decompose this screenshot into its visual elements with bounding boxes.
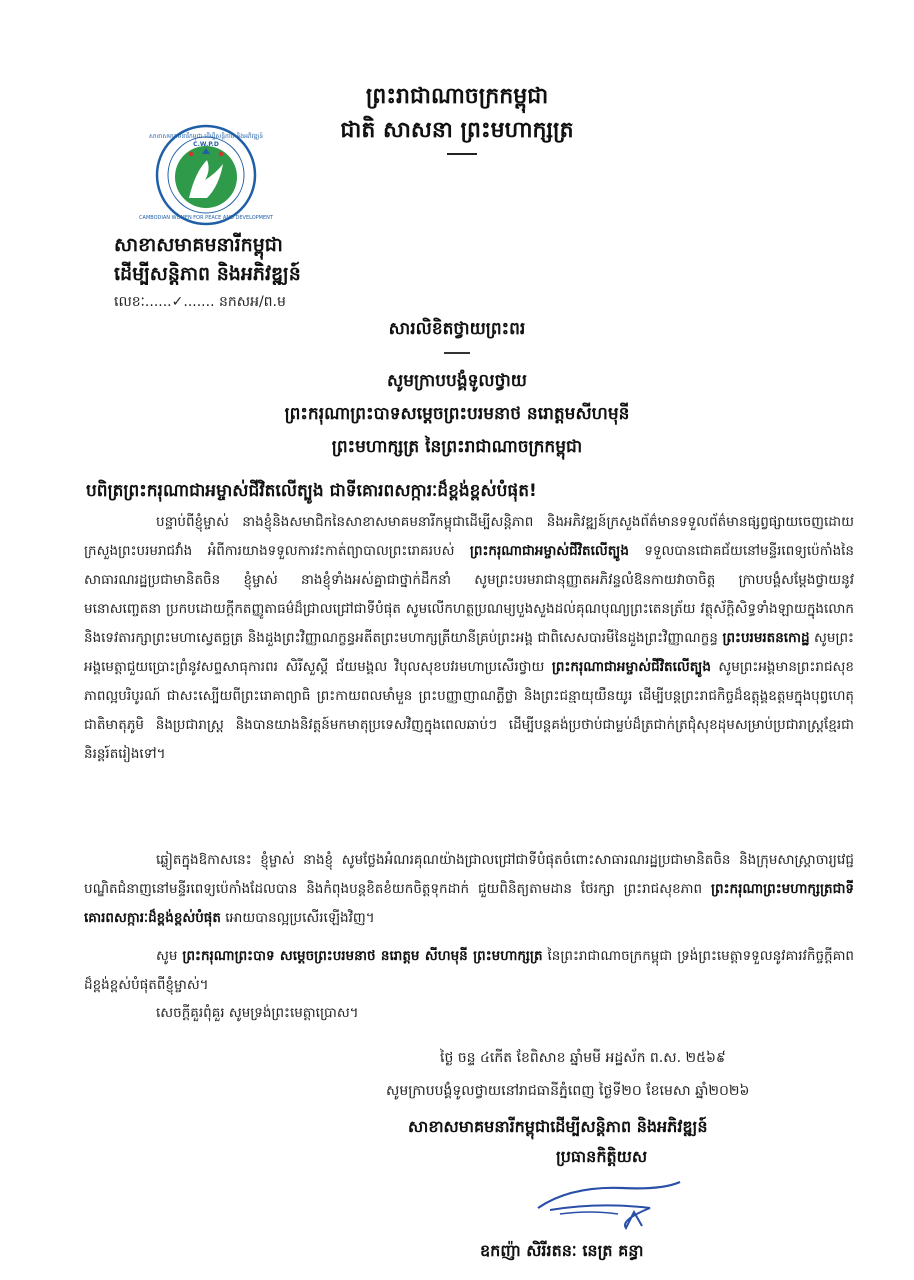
body-paragraph-4: សេចក្តីគួរពុំគួរ សូមទ្រង់ព្រះមេត្តាប្រោស។: [156, 1005, 359, 1021]
logo-bottom-text: CAMBODIAN WOMEN FOR PEACE AND DEVELOPMENT: [139, 215, 273, 221]
logo-arc-text: សាខាសមាគមនារីកម្ពុជា ដើម្បីសន្តិភាព និងអភិវឌ្ឍន៍: [148, 133, 264, 140]
body-paragraph-2: [84, 846, 854, 933]
logo-abbrev: C.W.P.D: [193, 141, 219, 148]
letter-title: សារលិខិតថ្វាយព្រះពរ: [388, 319, 526, 339]
reference-number: លេខៈ......✓....... នកសអ/ព.ម: [114, 294, 286, 310]
p2-text-c: អោយបានល្អប្រសើរឡើងវិញ។: [225, 910, 375, 926]
signatory-organization: សាខាសមាគមនារីកម្ពុជាដើម្បីសន្តិភាព និងអភិវឌ្ឍន៍: [408, 1117, 708, 1136]
p3-text-a: សូម: [156, 948, 178, 964]
p1-text-g: សូមព្រះអង្គមានព្រះរាជសុខភាពល្អបរិបូរណ៍ ជាសះស្បើយពីព្រះរោគាព្យាធិ ព្រះកាយពលមាំមួន ព្រះបញ្ញាញាណភ្លឺថ្លា និងព្រះជន្មាយុយឺនយូរ ដើម្បីបន្តព្រះរាជកិច្ចដ៏ឧត្តុង្គឧត្តមក្នុងបុព្វហេតុជាតិមាតុភូមិ និងប្រជារាស្ត្រ និងបានយាងនិវត្តន៍មកមាតុប្រទេសវិញក្នុងពេលឆាប់ៗ ដើម្បីបន្តគង់ប្រថាប់ជាម្លប់ដ៏ត្រជាក់ត្រជុំសុខដុមសម្រាប់ប្រជារាស្ត្រខ្មែរជានិរន្តរ៍តរៀងទៅ។: [84, 659, 854, 762]
p1-text-e: សូមព្រះអង្គមេត្តាជួយប្រោះព្រំនូវសព្ទសាធុការពរ សិរីសួស្តី ជ័យមង្គល វិបុលសុខបវរមហាប្រសើរថ្វាយ: [84, 630, 854, 675]
org-name-line2: ដើម្បីសន្តិភាព និងអភិវឌ្ឍន៍: [114, 263, 301, 285]
salutation: បពិត្រព្រះករុណាជាអម្ចាស់ជីវិតលើត្បូង ជាទីគោរពសក្ការៈដ៏ខ្ពង់ខ្ពស់បំផុត!: [86, 481, 537, 501]
p1-bold-f: ព្រះករុណាជាអម្ចាស់ជីវិតលើត្បូង: [551, 659, 711, 675]
body-paragraph-1: [84, 508, 854, 769]
p2-bold-b: ព្រះករុណាព្រះមហាក្សត្រជាទីគោរពសក្ការៈដ៏ខ្ពង់ខ្ពស់បំផុត: [84, 881, 854, 926]
p3-bold-b: ព្រះករុណាព្រះបាទ សម្តេចព្រះបរមនាថ នរោត្តម សីហមុនី ព្រះមហាក្សត្រ: [182, 948, 543, 964]
signatory-name: ឧកញ៉ា សិរីរតនៈ នេត្រ គន្ធា: [480, 1241, 644, 1260]
national-motto: ជាតិ សាសនា ព្រះមហាក្សត្រ: [340, 118, 574, 143]
p3-text-c: នៃព្រះរាជាណាចក្រកម្ពុជា ទ្រង់ព្រះមេត្តាទទួលនូវគារវកិច្ចក្តីគាពដ៏ខ្ពង់ខ្ពស់បំផុតពីខ្ញុំម្ចាស់។: [84, 948, 855, 993]
title-ornament: [444, 352, 470, 354]
lunar-date: ថ្ងៃ ចន្ទ ៤កើត ខែពិសាខ ឆ្នាំមមី អដ្ឋស័ក ព.ស. ២៥៦៩: [440, 1050, 726, 1066]
p1-bold-d: ព្រះបរមរតនកោដ្ឋ: [722, 630, 810, 646]
p2-text-a: ឆ្លៀតក្នុងឱកាសនេះ ខ្ញុំម្ចាស់ នាងខ្ញុំ សូមថ្លែងអំណរគុណយ៉ាងជ្រាលជ្រៅជាទីបំផុតចំពោះសាធារណរដ្ឋប្រជាមានិតចិន និងក្រុមសាស្រ្តាចារ្យវេជ្ជបណ្ឌិតជំនាញនៅមន្ទីរពេទ្យប៉េកាំងដែលបាន និងកំពុងបន្តខិតខំយកចិត្តទុកដាក់ ជួយពិនិត្យតាមដាន ថែរក្សា ព្រះរាជសុខភាព: [84, 852, 854, 897]
handwritten-signature: [530, 1168, 690, 1238]
solar-date: សូមក្រាបបង្គំទូលថ្វាយនៅរាជធានីភ្នំពេញ ថ្ងៃទី២០ ខែមេសា ឆ្នាំ២០២៦: [386, 1083, 750, 1099]
org-name-line1: សាខាសមាគមនារីកម្ពុជា: [114, 234, 283, 256]
signatory-role: ប្រធានកិត្តិយស: [556, 1147, 648, 1166]
p1-text-a: បន្ទាប់ពីខ្ញុំម្ចាស់ នាងខ្ញុំនិងសមាជិកនៃសាខាសមាគមនារីកម្ពុជាដើម្បីសន្តិភាព និងអភិវឌ្ឍន៍ក្រសួងព័ត៌មានទទួលព័ត៌មានផ្សព្វផ្សាយចេញដោយក្រសួងព្រះបរមរាជវាំង អំពីការយាងទទួលការវះកាត់ព្យាបាលព្រះរោគរបស់: [84, 514, 854, 559]
body-paragraph-3: [84, 942, 854, 1000]
kingdom-heading: ព្រះរាជាណាចក្រកម្ពុជា: [365, 84, 549, 109]
organization-logo: [139, 124, 273, 226]
p1-bold-b: ព្រះករុណាជាអម្ចាស់ជីវិតលើត្បូង: [469, 543, 629, 559]
heading-ornament: [447, 153, 477, 155]
addressee-line2: ព្រះករុណាព្រះបាទសម្តេចព្រះបរមនាថ នរោត្តមសីហមុនី: [284, 404, 630, 424]
addressee-line3: ព្រះមហាក្សត្រ នៃព្រះរាជាណាចក្រកម្ពុជា: [331, 437, 583, 457]
p1-text-c: ទទួលបានជោគជ័យនៅមន្ទីរពេទ្យប៉េកាំងនៃសាធារណរដ្ឋប្រជាមានិតចិន ខ្ញុំម្ចាស់ នាងខ្ញុំទាំងអស់គ្នាជាថ្នាក់ដឹកនាំ សូមព្រះបរមរាជានុញ្ញាតអភិវន្ទលំឱនកាយវាចាចិត្ត ក្រាបបង្គំសម្តែងថ្វាយនូវមនោសញ្ចេតនា ប្រកបដោយក្តីកតញ្ញូតាធម៌ដ៏ជ្រាលជ្រៅជាទីបំផុត សូមលើកហត្ថប្រណម្យបួងសួងដល់គុណបុណ្យព្រះតេនត្រ័យ វត្ថុស័ក្តិសិទ្ធទាំងឡាយក្នុងលោក និងទេវតារក្សាព្រះមហាស្វេតច្ឆត្រ និងដួងព្រះវិញ្ញាណក្ខន្ធអតីតព្រះមហាក្សត្រីយានីគ្រប់ព្រះអង្គ ជាពិសេសបារមីនៃដួងព្រះវិញ្ញាណក្ខន្ធ: [84, 543, 854, 646]
addressee-line1: សូមក្រាបបង្គំទូលថ្វាយ: [387, 371, 527, 391]
